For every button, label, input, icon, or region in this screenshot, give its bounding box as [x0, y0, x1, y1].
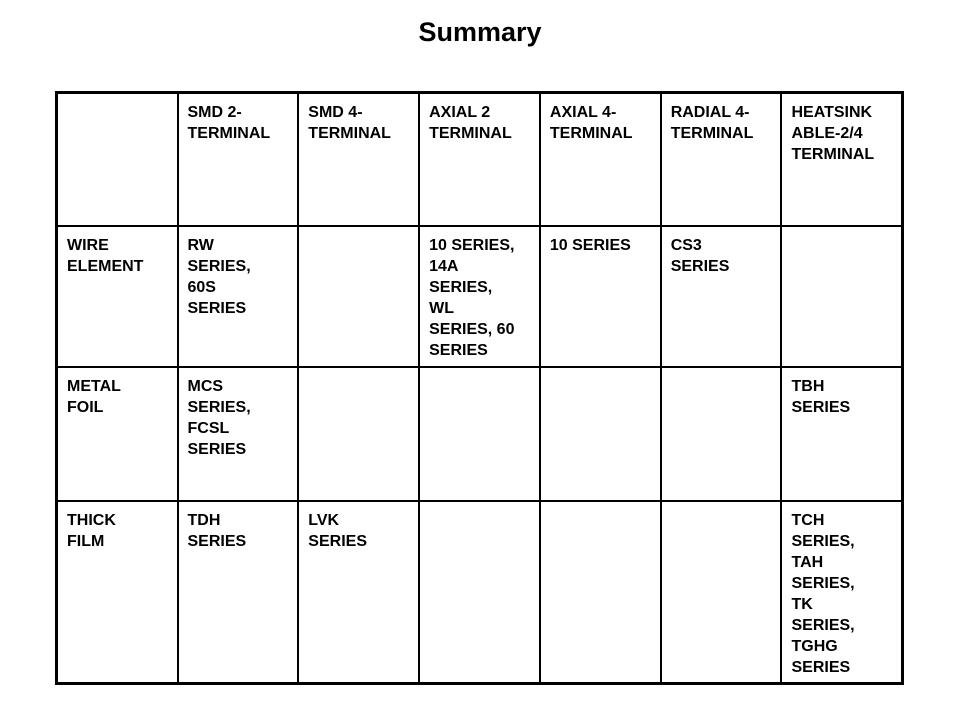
table-cell [419, 367, 540, 501]
header-smd-2-terminal: SMD 2- TERMINAL [178, 93, 299, 227]
table-cell: LVK SERIES [298, 501, 419, 684]
table-cell: TCH SERIES, TAH SERIES, TK SERIES, TGHG SERIES [781, 501, 902, 684]
table-cell [540, 367, 661, 501]
header-row [57, 93, 903, 227]
header-smd-4-terminal: SMD 4- TERMINAL [298, 93, 419, 227]
table-cell [298, 226, 419, 367]
table-cell: TDH SERIES [178, 501, 299, 684]
header-corner-cell [57, 93, 178, 227]
header-radial-4-terminal: RADIAL 4- TERMINAL [661, 93, 782, 227]
table-cell: MCS SERIES, FCSL SERIES [178, 367, 299, 501]
summary-table [55, 91, 904, 685]
row-label-thick-film: THICK FILM [57, 501, 178, 684]
table-cell: 10 SERIES [540, 226, 661, 367]
table-cell [781, 226, 902, 367]
table-cell [661, 501, 782, 684]
header-heatsinkable-terminal: HEATSINK ABLE-2/4 TERMINAL [781, 93, 902, 227]
table-cell: 10 SERIES, 14A SERIES, WL SERIES, 60 SERIES [419, 226, 540, 367]
row-label-wire-element: WIRE ELEMENT [57, 226, 178, 367]
table-cell: RW SERIES, 60S SERIES [178, 226, 299, 367]
table-cell: TBH SERIES [781, 367, 902, 501]
header-axial-2-terminal: AXIAL 2 TERMINAL [419, 93, 540, 227]
table-cell [419, 501, 540, 684]
table-cell [540, 501, 661, 684]
table-row [57, 501, 903, 684]
table-row [57, 226, 903, 367]
table-cell [298, 367, 419, 501]
table-cell: CS3 SERIES [661, 226, 782, 367]
page-title: Summary [418, 17, 542, 47]
header-axial-4-terminal: AXIAL 4- TERMINAL [540, 93, 661, 227]
table-row [57, 367, 903, 501]
row-label-metal-foil: METAL FOIL [57, 367, 178, 501]
table-cell [661, 367, 782, 501]
